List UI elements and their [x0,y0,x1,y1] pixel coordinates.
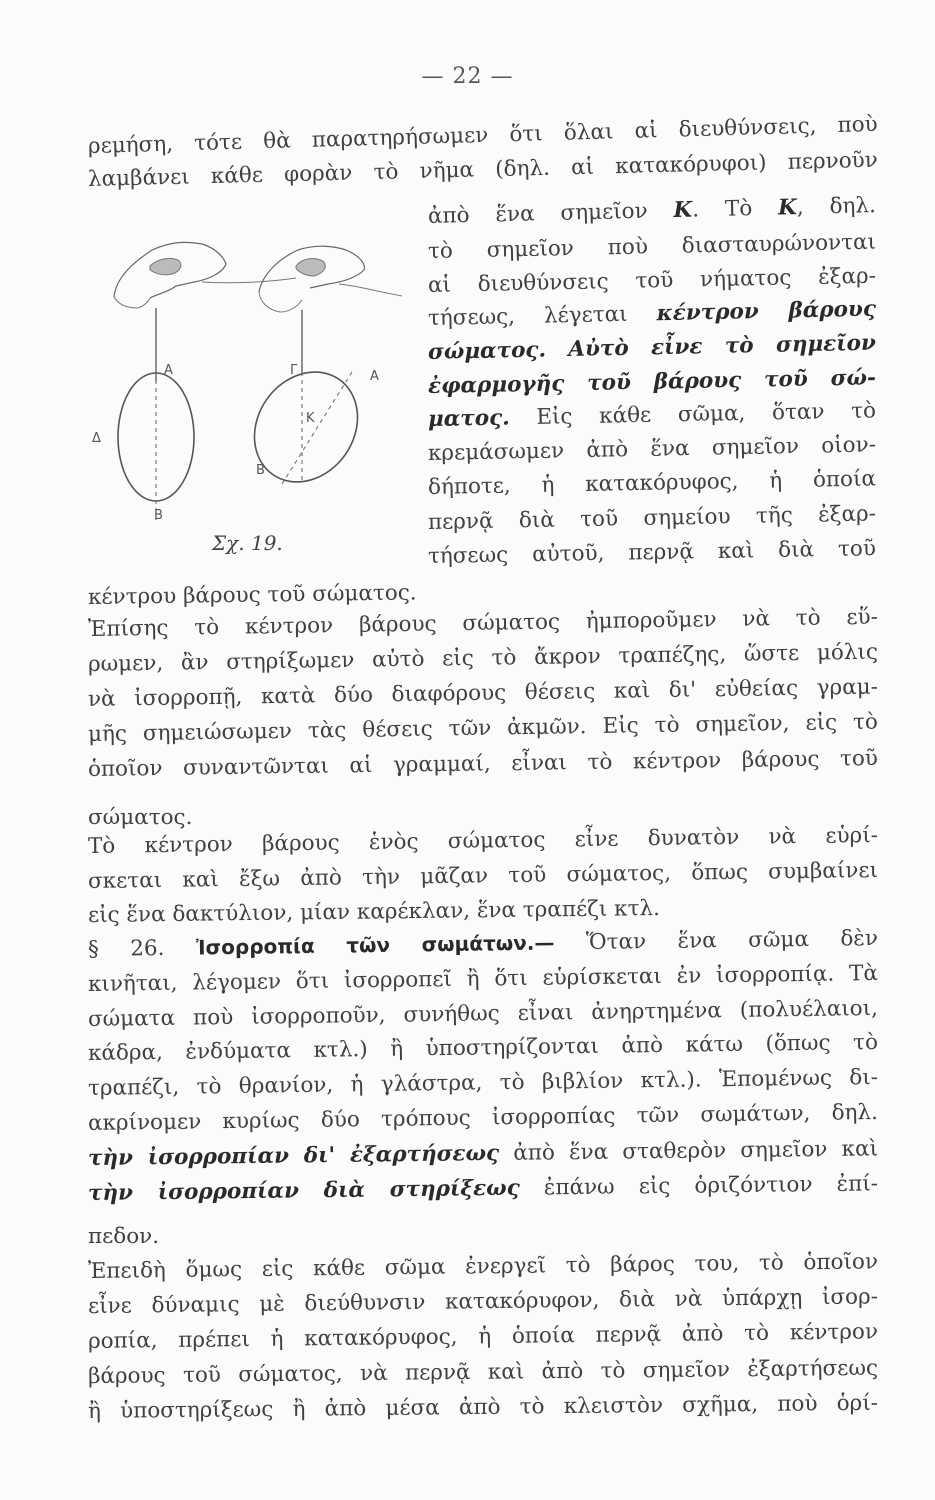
section-heading-line: § 26. Ἰσορροπία τῶν σωμάτων.— Ὅταν ἕνα σῶμα δὲν [87,925,879,962]
text-line: ροπία, πρέπει ἡ κατακόρυφος, ἡ ὁποία περνᾷ ἀπὸ τὸ κέντρον [87,1319,879,1354]
figure-label: Α [370,369,379,384]
text-line: Ἐπίσης τὸ κέντρον βάρους σώματος ἠμποροῦμεν νὰ τὸ εὕ- [87,604,879,642]
text-line: αἱ διευθύνσεις τοῦ νήματος ἐξαρ- [427,263,877,298]
text-line: ακρίνομεν κυρίως δύο τρόπους ἰσορροπίας τῶν σωμάτων, δηλ. [87,1099,879,1136]
text-line: κρεμάσωμεν ἀπὸ ἕνα σημεῖον οἱον- [427,432,877,466]
text-line: ρεμήση, τότε θὰ παρατηρήσωμεν ὅτι ὅλαι αἱ διευθύνσεις, ποὺ [87,111,879,159]
text-line: περνᾷ διὰ τοῦ σημείου τῆς ἐξαρ- [427,501,877,535]
text-line: νὰ ἰσορροπῇ, κατὰ δύο διαφόρους θέσεις καὶ δι' εὐθείας γραμ- [87,674,879,712]
text-line: ματος. Εἰς κάθε σῶμα, ὅταν τὸ [427,398,877,432]
text-line: σώματα ποὺ ἰσορροποῦν, συνήθως εἶναι ἀνηρτημένα (πολυέλαιοι, [87,995,879,1032]
text-line: ἐφαρμογῆς τοῦ βάρους τοῦ σώ- [427,365,877,399]
text-line: ρωμεν, ἂν στηρίξωμεν αὐτὸ εἰς τὸ ἄκρον τραπέζης, ὥστε μόλις [87,639,879,677]
text-line: Ἐπειδὴ ὅμως εἰς κάθε σῶμα ἐνεργεῖ τὸ βάρος του, τὸ ὁποῖον [87,1249,879,1284]
text-line: Τὸ κέντρον βάρους ἑνὸς σώματος εἶνε δυνατὸν νὰ εὑρί- [87,822,879,859]
figure-label: Δ [92,431,101,446]
right-egg-drawing [233,352,378,502]
text-line: τήσεως, λέγεται κέντρον βάρους [427,296,877,331]
figure-label: Γ [290,363,298,378]
text-line: πεδον. [88,1224,160,1249]
text-line: τὴν ἰσορροπίαν διὰ στηρίξεως ἐπάνω εἰς ὁριζόντιον ἐπί- [87,1171,879,1206]
text-line: μῆς σημειώσωμεν τὰς θέσεις τῶν ἀκμῶν. Εἰς τὸ σημεῖον, εἰς τὸ [87,709,879,747]
figure-19-drawing [84,222,434,572]
text-line: ὁποῖον συναντῶνται αἱ γραμμαί, εἶναι τὸ κέντρον βάρους τοῦ [87,745,879,782]
text-line: δήποτε, ἡ κατακόρυφος, ἡ ὁποία [427,466,877,500]
text-line: κινῆται, λέγομεν ὅτι ἰσορροπεῖ ἢ ὅτι εὑρίσκεται ἐν ἰσορροπίᾳ. Τὰ [87,960,879,997]
figure-label: Β [256,463,265,478]
figure-label: Α [164,363,173,378]
text-line: βάρους τοῦ σώματος, νὰ περνᾷ καὶ ἀπὸ τὸ σημεῖον ἐξαρτήσεως [87,1355,879,1389]
figure-19 [84,222,434,572]
figure-caption: Σχ. 19. [212,531,283,555]
text-line: σώματος. Αὐτὸ εἶνε τὸ σημεῖον [427,330,877,365]
figure-label: Β [154,508,163,523]
section-title: Ἰσορροπία τῶν σωμάτων.— [195,930,555,960]
text-line: σκεται καὶ ἔξω ἀπὸ τὴν μᾶζαν τοῦ σώματος, ὅπως συμβαίνει [87,857,879,894]
text-line: εἰς ἕνα δακτύλιον, μίαν καρέκλαν, ἕνα τραπέζι κτλ. [87,896,661,928]
text-line: εἶνε δύναμις μὲ διεύθυνσιν κατακόρυφον, διὰ νὰ ὑπάρχῃ ἰσορ- [87,1284,879,1319]
text-line: κέντρου βάρους τοῦ σώματος. [87,580,417,610]
page-number: — 22 — [421,64,514,89]
text-line: τήσεως αὐτοῦ, περνᾷ καὶ διὰ τοῦ [427,536,877,569]
text-line: ἀπὸ ἕνα σημεῖον Κ. Τὸ Κ, δηλ. [427,193,877,229]
text-line: τὸ σημεῖον ποὺ διασταυρώνονται [427,229,877,264]
text-line: λαμβάνει κάθε φορὰν τὸ νῆμα (δηλ. αἱ κατακόρυφοι) περνοῦν [87,147,879,192]
text-line: κάδρα, ἐνδύματα κτλ.) ἢ ὑποστηρίζονται ἀπὸ κάτω (ὅπως τὸ [87,1029,879,1066]
figure-label: Κ [306,411,315,426]
text-line: ἢ ὑποστηρίξεως ἢ ἀπὸ μέσα ἀπὸ τὸ κλειστὸν σχῆμα, ποὺ ὁρί- [87,1390,879,1424]
text-line: τραπέζι, τὸ θρανίον, ἡ γλάστρα, τὸ βιβλίον κτλ.). Ἑπομένως δι- [87,1064,879,1101]
text-line: σώματος. [88,805,193,830]
text-line: τὴν ἰσορροπίαν δι' ἐξαρτήσεως ἀπὸ ἕνα σταθερὸν σημεῖον καὶ [87,1136,879,1171]
